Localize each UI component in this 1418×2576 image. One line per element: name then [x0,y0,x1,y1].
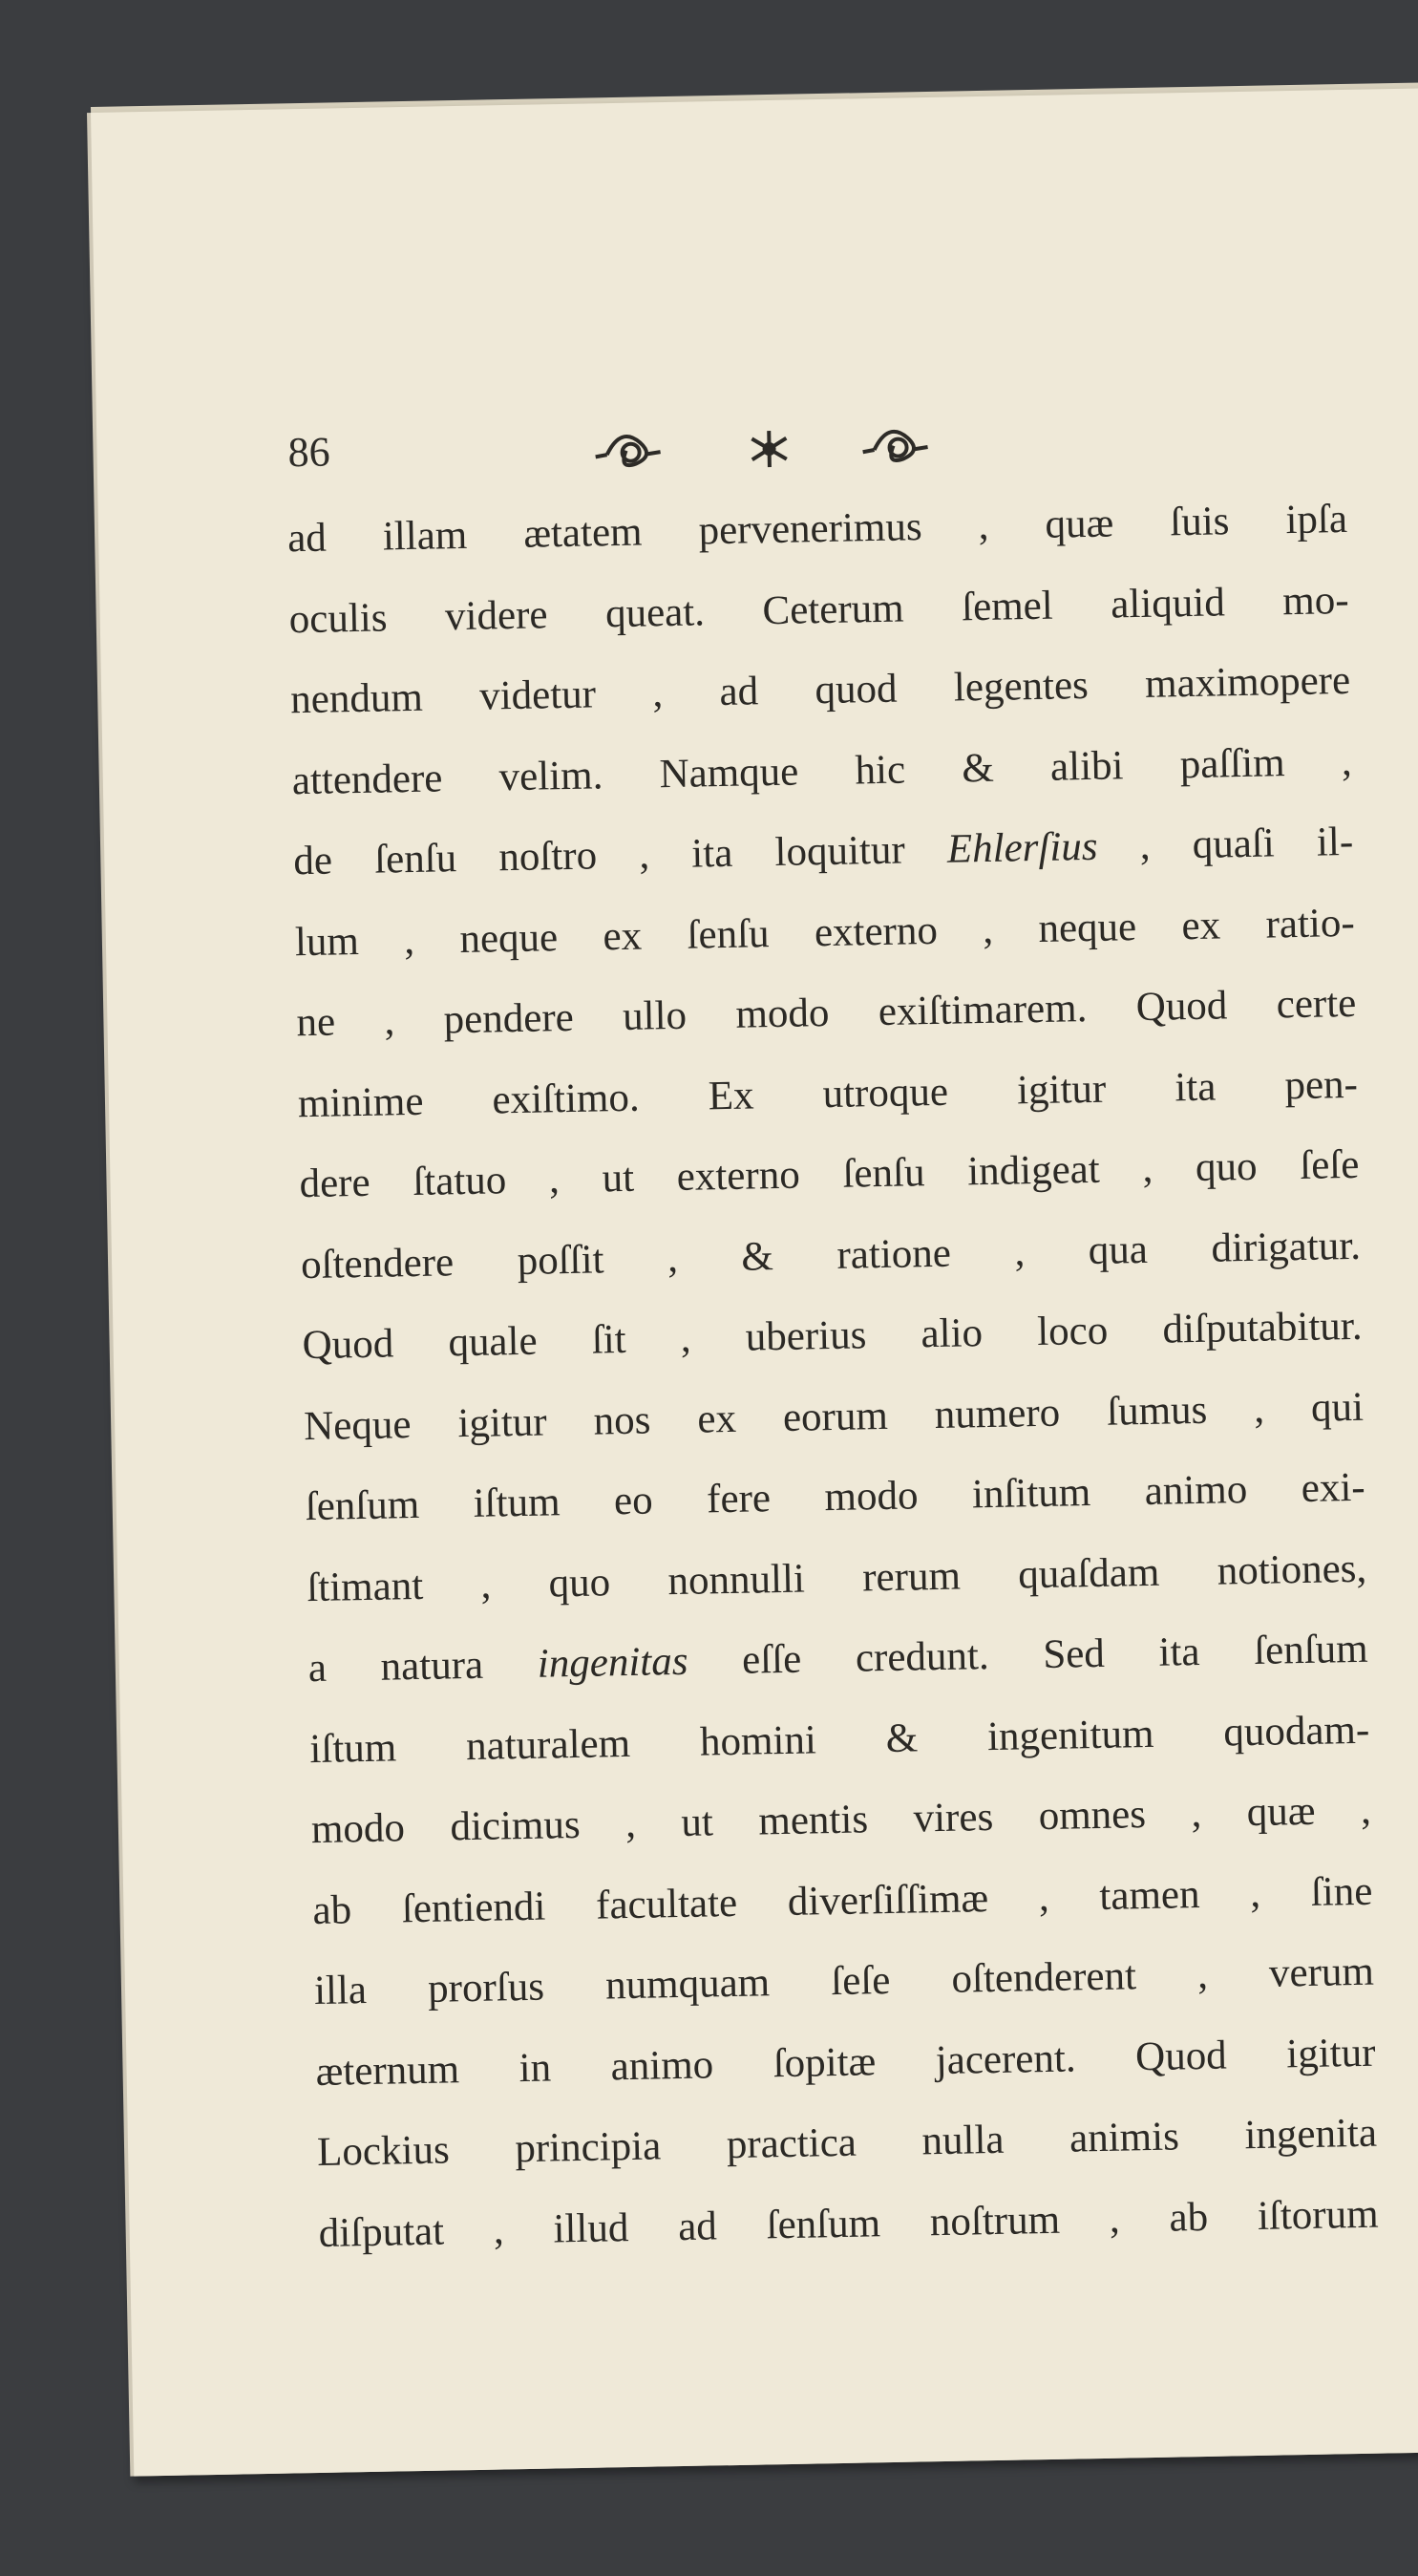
text-line: diſputat , illud ad ſenſum noſtrum , ab iſtorum [318,2191,1379,2256]
text-line: oculis videre queat. Ceterum ſemel aliquid mo- [288,577,1349,642]
book-page [91,88,1418,2476]
text-line: æternum in animo ſopitæ jacerent. Quod igitur [315,2030,1376,2095]
text-line: dere ſtatuo , ut externo ſenſu indigeat , quo ſeſe [299,1141,1360,1207]
text-line: de ſenſu noſtro , ita loquitur Ehlerſius , quaſi il- [292,819,1354,884]
body-text [286,479,1379,2274]
text-line: lum , neque ex ſenſu externo , neque ex ratio- [294,900,1356,965]
text-line: Quod quale ſit , uberius alio loco diſputabitur. [302,1303,1363,1369]
text-line: nendum videtur , ad quod legentes maximopere [289,657,1351,723]
text-line: illa prorſus numquam ſeſe oſtenderent , verum [313,1948,1375,2014]
text-line: minime exiſtimo. Ex utroque igitur ita pen- [297,1061,1359,1126]
text-line: ne , pendere ullo modo exiſtimarem. Quod certe [296,980,1357,1046]
text-line: ſtimant , quo nonnulli rerum quaſdam notiones, [306,1545,1367,1610]
text-line: a natura ingenitas eſſe credunt. Sed ita ſenſum [307,1626,1369,1692]
page-number: 86 [287,428,330,477]
text-line: oſtendere poſſit , & ratione , qua dirigatur. [300,1223,1362,1288]
ornament-icon [587,411,951,484]
page-header [287,409,1052,500]
text-line: modo dicimus , ut mentis vires omnes , quæ , [310,1787,1372,1853]
text-line: Lockius principia practica nulla animis ingenita [316,2110,1378,2176]
text-line: attendere velim. Namque hic & alibi paſſim , [291,738,1353,803]
text-line: ad illam ætatem pervenerimus , quæ ſuis ipſa [286,496,1348,562]
text-line: ab ſentiendi facultate diverſiſſimæ , tamen , ſine [312,1868,1373,1933]
text-line: iſtum naturalem homini & ingenitum quodam- [309,1707,1370,1772]
text-line: ſenſum iſtum eo fere modo inſitum animo exi- [305,1464,1366,1530]
text-line: Neque igitur nos ex eorum numero ſumus , qui [303,1384,1365,1449]
